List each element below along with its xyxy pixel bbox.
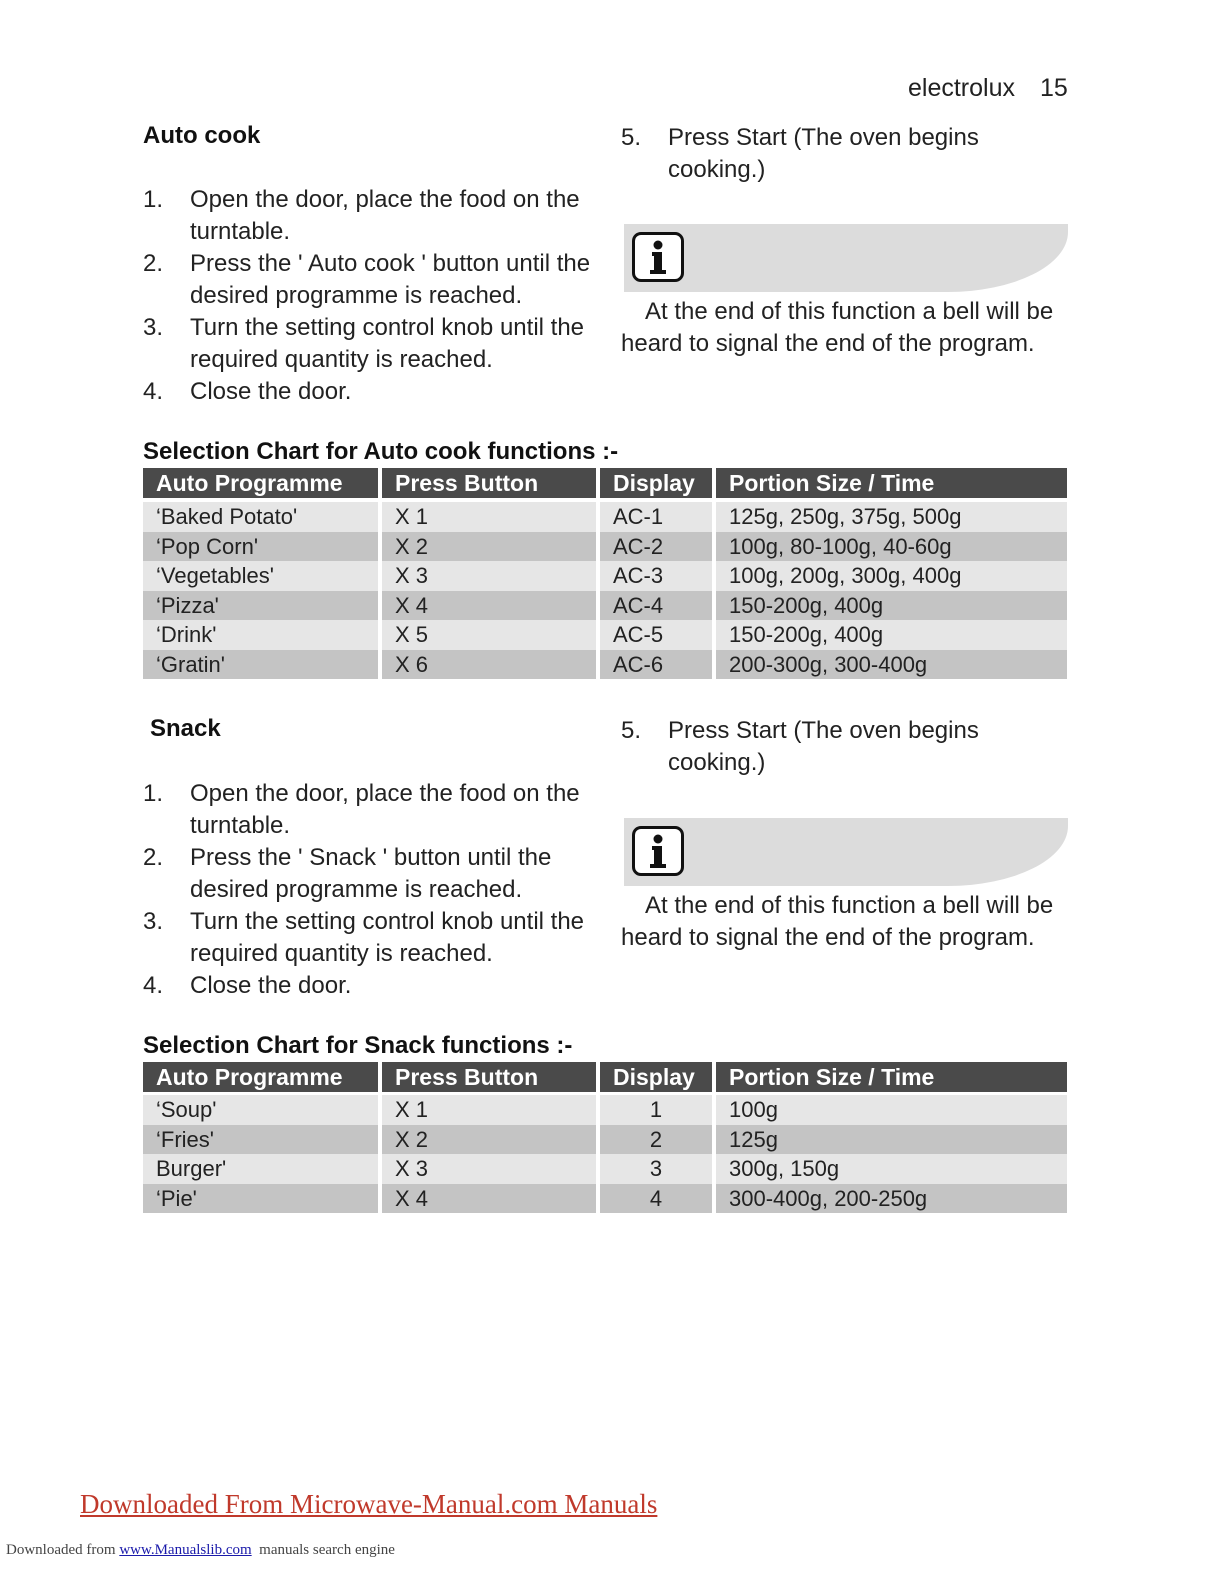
column-header: Auto Programme	[143, 468, 378, 498]
auto-cook-heading: Auto cook	[143, 122, 261, 149]
table-row	[143, 502, 1067, 532]
table-row	[143, 1095, 1067, 1125]
step-item: 3. Turn the setting control knob until the required quantity is reached.	[143, 908, 585, 967]
table-cell: X 3	[382, 561, 596, 591]
column-header: Press Button	[382, 468, 596, 498]
table-cell: 100g, 200g, 300g, 400g	[716, 561, 1067, 591]
manualslib-link[interactable]: www.Manualslib.com	[119, 1542, 252, 1558]
table-cell: 200-300g, 300-400g	[716, 650, 1067, 680]
snack-chart-title: Selection Chart for Snack functions :-	[143, 1032, 573, 1059]
snack-note: At the end of this function a bell will be heard to signal the end of the program.	[621, 892, 1054, 951]
column-header: Auto Programme	[143, 1062, 378, 1092]
table-cell: 150-200g, 400g	[716, 620, 1067, 650]
table-header-row	[143, 468, 1067, 502]
snack-heading: Snack	[150, 715, 221, 742]
auto-cook-step-5: 5. Press Start (The oven begins cooking.)	[621, 124, 979, 183]
table-cell: X 4	[382, 591, 596, 621]
auto-cook-chart-title: Selection Chart for Auto cook functions :-	[143, 438, 619, 465]
table-row	[143, 620, 1067, 650]
column-header: Display	[600, 468, 712, 498]
column-header: Portion Size / Time	[716, 1062, 1067, 1092]
column-header: Display	[600, 1062, 712, 1092]
table-header-row	[143, 1062, 1067, 1095]
table-cell: X 3	[382, 1154, 596, 1184]
table-cell: AC-6	[600, 650, 712, 680]
table-row	[143, 532, 1067, 562]
table-cell: X 6	[382, 650, 596, 680]
download-banner-link[interactable]: Downloaded From Microwave-Manual.com Manuals	[80, 1489, 658, 1519]
info-banner	[624, 818, 1068, 886]
auto-cook-note: At the end of this function a bell will be heard to signal the end of the program.	[621, 298, 1054, 357]
table-cell: ‘Baked Potato'	[143, 502, 378, 532]
table-cell: X 1	[382, 502, 596, 532]
table-cell: 4	[600, 1184, 712, 1214]
step-item: 4. Close the door.	[143, 378, 352, 405]
table-cell: X 1	[382, 1095, 596, 1125]
table-row	[143, 650, 1067, 680]
table-cell: 125g, 250g, 375g, 500g	[716, 502, 1067, 532]
table-row	[143, 561, 1067, 591]
snack-step-5: 5. Press Start (The oven begins cooking.)	[621, 717, 979, 776]
table-cell: AC-4	[600, 591, 712, 621]
table-cell: X 2	[382, 1125, 596, 1155]
step-item: 4. Close the door.	[143, 972, 352, 999]
table-row	[143, 1125, 1067, 1155]
table-cell: 150-200g, 400g	[716, 591, 1067, 621]
table-cell: AC-2	[600, 532, 712, 562]
table-cell: X 4	[382, 1184, 596, 1214]
table-row	[143, 591, 1067, 621]
info-icon	[632, 826, 684, 876]
table-cell: 100g	[716, 1095, 1067, 1125]
table-cell: ‘Pizza'	[143, 591, 378, 621]
table-cell: ‘Pie'	[143, 1184, 378, 1214]
step-item: 1. Open the door, place the food on the turntable.	[143, 780, 580, 839]
table-cell: ‘Drink'	[143, 620, 378, 650]
brand-name: electrolux	[908, 74, 1015, 102]
table-cell: 125g	[716, 1125, 1067, 1155]
table-cell: ‘Soup'	[143, 1095, 378, 1125]
snack-table	[143, 1062, 1067, 1213]
table-cell: 300g, 150g	[716, 1154, 1067, 1184]
table-cell: 2	[600, 1125, 712, 1155]
table-cell: ‘Vegetables'	[143, 561, 378, 591]
table-cell: ‘Pop Corn'	[143, 532, 378, 562]
step-item: 2. Press the ' Snack ' button until the desired programme is reached.	[143, 844, 552, 903]
table-cell: X 2	[382, 532, 596, 562]
snack-steps	[143, 778, 603, 1002]
table-cell: 300-400g, 200-250g	[716, 1184, 1067, 1214]
table-cell: ‘Gratin'	[143, 650, 378, 680]
table-cell: AC-1	[600, 502, 712, 532]
page-number: 15	[1040, 74, 1068, 102]
table-cell: 1	[600, 1095, 712, 1125]
step-item: 2. Press the ' Auto cook ' button until the desired programme is reached.	[143, 250, 591, 309]
info-icon	[632, 232, 684, 282]
table-cell: AC-3	[600, 561, 712, 591]
table-cell: X 5	[382, 620, 596, 650]
source-line: Downloaded from www.Manualslib.com manuals search engine	[6, 1542, 395, 1558]
auto-cook-table	[143, 468, 1067, 679]
table-cell: Burger'	[143, 1154, 378, 1184]
step-item: 3. Turn the setting control knob until the required quantity is reached.	[143, 314, 585, 373]
auto-cook-steps	[143, 184, 603, 408]
column-header: Press Button	[382, 1062, 596, 1092]
table-cell: AC-5	[600, 620, 712, 650]
column-header: Portion Size / Time	[716, 468, 1067, 498]
step-item: 1. Open the door, place the food on the turntable.	[143, 186, 580, 245]
table-cell: 100g, 80-100g, 40-60g	[716, 532, 1067, 562]
table-row	[143, 1154, 1067, 1184]
table-row	[143, 1184, 1067, 1214]
info-banner	[624, 224, 1068, 292]
table-cell: ‘Fries'	[143, 1125, 378, 1155]
table-cell: 3	[600, 1154, 712, 1184]
